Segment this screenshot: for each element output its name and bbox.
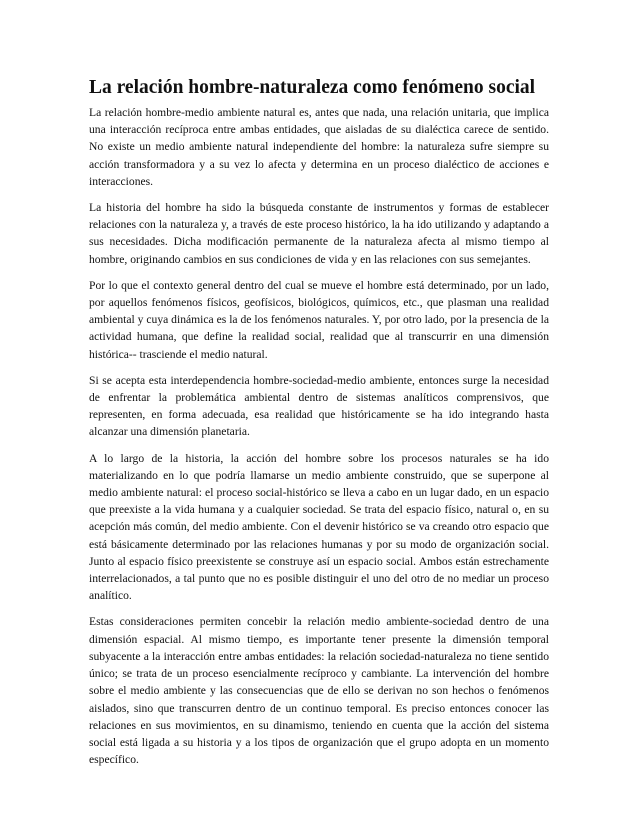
document-body (89, 76, 549, 777)
paragraph-2: La historia del hombre ha sido la búsqueda constante de instrumentos y formas de establecer relaciones con la naturaleza y, a través de este proceso histórico, la ha ido utilizando y adaptando a sus necesidades. Dicha modificación permanente de la naturaleza afecta al mismo tiempo al hombre, originando cambios en sus condiciones de vida y en las relaciones con sus semejantes. (89, 201, 549, 266)
paragraph-4: Si se acepta esta interdependencia hombre-sociedad-medio ambiente, entonces surge la necesidad de enfrentar la problemática ambiental dentro de sistemas analíticos comprensivos, que representen, en forma adecuada, esa realidad que históricamente se ha ido integrando hasta alcanzar una dimensión planetaria. (89, 373, 549, 439)
paragraph-1: La relación hombre-medio ambiente natural es, antes que nada, una relación unitaria, que implica una interacción recíproca entre ambas entidades, que aisladas de su dialéctica carece de sentido. No existe un medio ambiente natural independiente del hombre: la naturaleza sufre siempre su acción transformadora y a su vez lo afecta y determina en un proceso dialéctico de acciones e interacciones. (89, 106, 549, 188)
paragraph-3: Por lo que el contexto general dentro del cual se mueve el hombre está determinado, por un lado, por aquellos fenómenos físicos, geofísicos, biológicos, químicos, etc., que plasman una realidad ambiental y cuya dinámica es la de los fenómenos naturales. Y, por otro lado, por la presencia de la actividad humana, que define la realidad social, realidad que al transcurrir en una dimensión histórica-- trasciende el medio natural. (89, 278, 549, 361)
paragraph-5: A lo largo de la historia, la acción del hombre sobre los procesos naturales se ha ido materializando en lo que podría llamarse un medio ambiente construido, que se superpone al medio ambiente natural: el proceso social-histórico se lleva a cabo en un lugar dado, en un espacio que preexiste a la vida humana y a cualquier sociedad. Se trata del espacio físico, natural o, en su acepción más común, del medio ambiente. Con el devenir histórico se va creando otro espacio que está básicamente determinado por las relaciones humanas y por su modo de organización social. Junto al espacio físico preexistente se construye así un espacio social. Ambos están estrechamente interrelacionados, a tal punto que no es posible distinguir el uno del otro de no mediar un proceso analítico. (89, 451, 549, 603)
document-title: La relación hombre-naturaleza como fenómeno social (89, 77, 536, 98)
paragraph-6: Estas consideraciones permiten concebir la relación medio ambiente-sociedad dentro de una dimensión espacial. Al mismo tiempo, es importante tener presente la dimensión temporal subyacente a la interacción entre ambas entidades: la relación sociedad-naturaleza no tiene sentido único; se trata de un proceso esencialmente recíproco y cambiante. La intervención del hombre sobre el medio ambiente y las consecuencias que de ello se derivan no son hechos o fenómenos aislados, sino que transcurren dentro de un continuo temporal. Es preciso entonces conocer las relaciones en sus movimientos, en su dinamismo, teniendo en cuenta que la acción del sistema social está ligada a su historia y a los tipos de organización que el grupo adopta en un momento específico. (89, 615, 549, 767)
